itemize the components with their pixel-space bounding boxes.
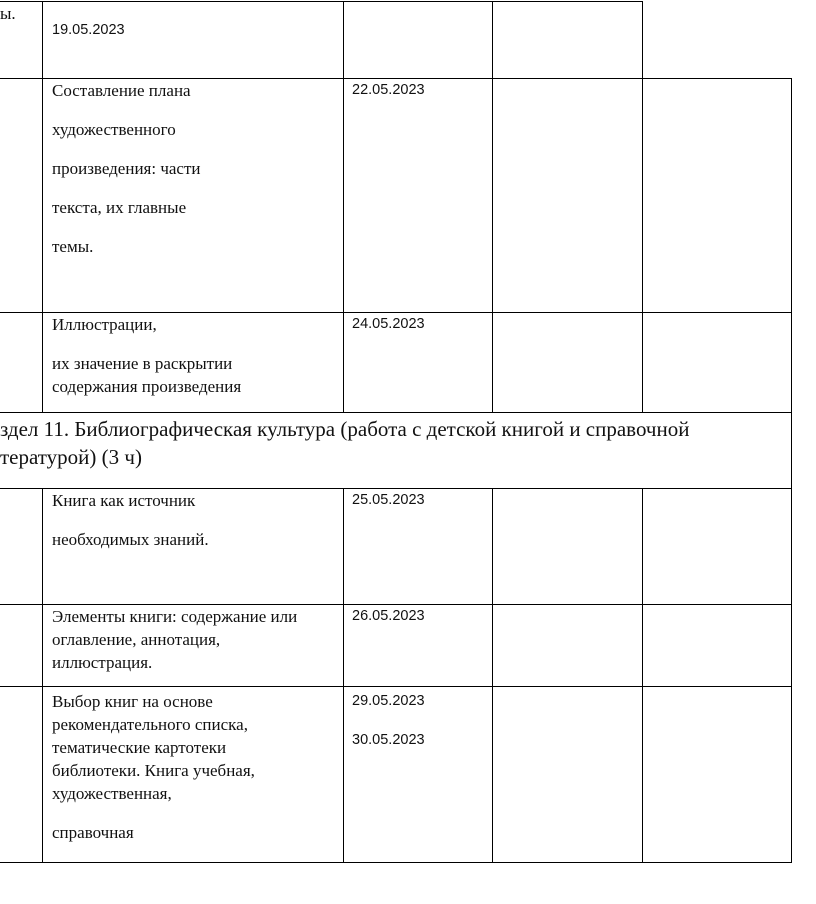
lesson-date: 25.05.2023 (352, 492, 425, 508)
lesson-date: 29.05.2023 (352, 693, 425, 709)
lesson-topic-line: Иллюстрации, (52, 315, 157, 334)
lesson-topic-line: библиотеки. Книга учебная, (52, 761, 255, 780)
lesson-topic-line: художественная, (52, 784, 172, 803)
column-border (42, 78, 43, 412)
column-border (492, 78, 493, 412)
lesson-topic-line: Составление плана (52, 81, 191, 100)
row-number-fragment: ы. (0, 4, 16, 23)
column-border (343, 488, 344, 862)
lesson-topic-line: их значение в раскрытии (52, 354, 233, 373)
lesson-topic-line: иллюстрация. (52, 653, 153, 672)
lesson-topic-line: тематические картотеки (52, 738, 227, 757)
column-border (42, 1, 43, 78)
lesson-date: 26.05.2023 (352, 608, 425, 624)
row-border (0, 488, 792, 489)
row-border (0, 862, 792, 863)
column-border (642, 488, 643, 862)
row-border (0, 604, 792, 605)
row-border (0, 312, 792, 313)
row-border (0, 686, 792, 687)
column-border (343, 78, 344, 412)
lesson-topic-line: необходимых знаний. (52, 530, 209, 549)
column-border (791, 78, 792, 412)
row-border (0, 78, 792, 79)
lesson-date: 22.05.2023 (352, 82, 425, 98)
column-border (642, 78, 643, 412)
section-heading: тературой) (3 ч) (0, 445, 142, 469)
lesson-topic-line: художественного (52, 120, 176, 139)
lesson-topic-line: текста, их главные (52, 198, 187, 217)
lesson-topic-line: содержания произведения (52, 377, 242, 396)
section-heading: здел 11. Библиографическая культура (работа с детской книгой и справочной (0, 417, 690, 441)
lesson-topic-line: Выбор книг на основе (52, 692, 213, 711)
column-border (791, 412, 792, 488)
column-border (642, 1, 643, 78)
lesson-topic-line: справочная (52, 823, 134, 842)
column-border (492, 1, 493, 78)
lesson-topic-line: рекомендательного списка, (52, 715, 248, 734)
column-border (791, 488, 792, 862)
lesson-date: 24.05.2023 (352, 316, 425, 332)
column-border (42, 488, 43, 862)
lesson-topic-line: Элементы книги: содержание или (52, 607, 298, 626)
lesson-date: 19.05.2023 (52, 22, 125, 38)
column-border (492, 488, 493, 862)
lesson-topic-line: темы. (52, 237, 94, 256)
row-border (0, 1, 643, 2)
row-border (0, 412, 792, 413)
lesson-date: 30.05.2023 (352, 732, 425, 748)
lesson-topic-line: произведения: части (52, 159, 201, 178)
lesson-topic-line: оглавление, аннотация, (52, 630, 221, 649)
lesson-topic-line: Книга как источник (52, 491, 196, 510)
column-border (343, 1, 344, 78)
